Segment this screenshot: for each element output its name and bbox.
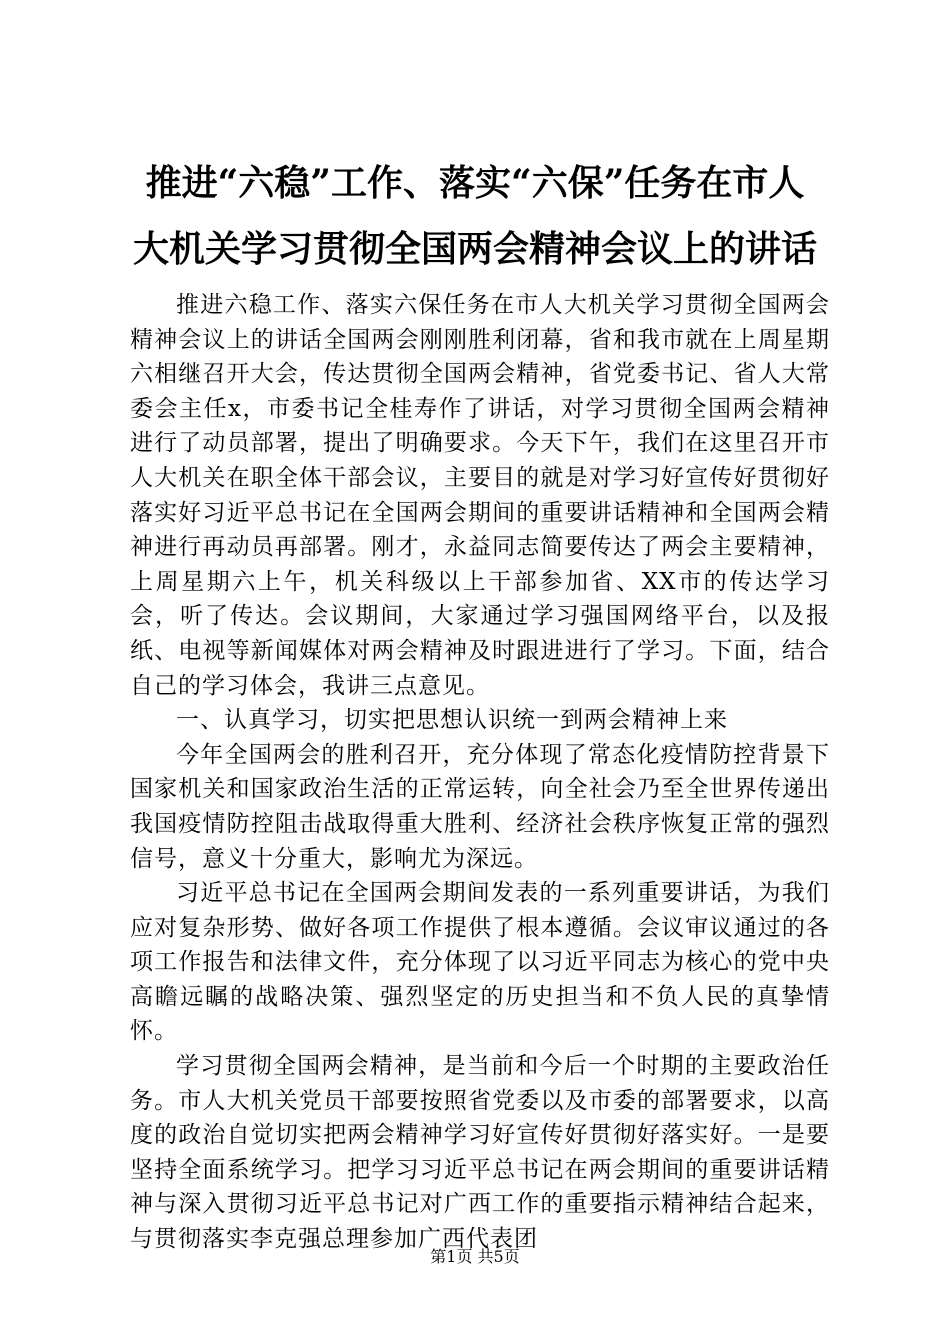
paragraph-1: 推进六稳工作、落实六保任务在市人大机关学习贯彻全国两会精神会议上的讲话全国两会刚刚胜利闭幕，省和我市就在上周星期六相继召开大会，传达贯彻全国两会精神，省党委书记、省人大常委会主任x，市委书记全桂寿作了讲话，对学习贯彻全国两会精神进行了动员部署，提出了明确要求。今天下午，我们在这里召开市人大机关在职全体干部会议，主要目的就是对学习好宣传好贯彻好落实好习近平总书记在全国两会期间的重要讲话精神和全国两会精神进行再动员再部署。刚才，永益同志简要传达了两会主要精神，上周星期六上午，机关科级以上干部参加省、XX市的传达学习会，听了传达。会议期间，大家通过学习强国网络平台，以及报纸、电视等新闻媒体对两会精神及时跟进进行了学习。下面，结合自己的学习体会，我讲三点意见。 (130, 292, 830, 699)
paragraph-2: 今年全国两会的胜利召开，充分体现了常态化疫情防控背景下国家机关和国家政治生活的正常运转，向全社会乃至全世界传递出我国疫情防控阻击战取得重大胜利、经济社会秩序恢复正常的强烈信号，意义十分重大，影响尤为深远。 (130, 741, 830, 872)
paragraph-4: 学习贯彻全国两会精神，是当前和今后一个时期的主要政治任务。市人大机关党员干部要按照省党委以及市委的部署要求，以高度的政治自觉切实把两会精神学习好宣传好贯彻好落实好。一是要坚持全面系统学习。把学习习近平总书记在两会期间的重要讲话精神与深入贯彻习近平总书记对广西工作的重要指示精神结合起来，与贯彻落实李克强总理参加广西代表团 (130, 1053, 830, 1253)
document-title (100, 150, 850, 282)
paragraph-3: 习近平总书记在全国两会期间发表的一系列重要讲话，为我们应对复杂形势、做好各项工作提供了根本遵循。会议审议通过的各项工作报告和法律文件，充分体现了以习近平同志为核心的党中央高瞻远瞩的战略决策、强烈坚定的历史担当和不负人民的真挚情怀。 (130, 880, 830, 1045)
title-line-2: 大机关学习贯彻全国两会精神会议上的讲话 (132, 228, 817, 270)
page-number-footer: 第1页 共5页 (430, 1247, 520, 1266)
section-heading-1: 一、认真学习，切实把思想认识统一到两会精神上来 (176, 707, 728, 734)
document-body (130, 288, 830, 1257)
title-line-1: 推进“六稳”工作、落实“六保”任务在市人 (145, 162, 805, 204)
